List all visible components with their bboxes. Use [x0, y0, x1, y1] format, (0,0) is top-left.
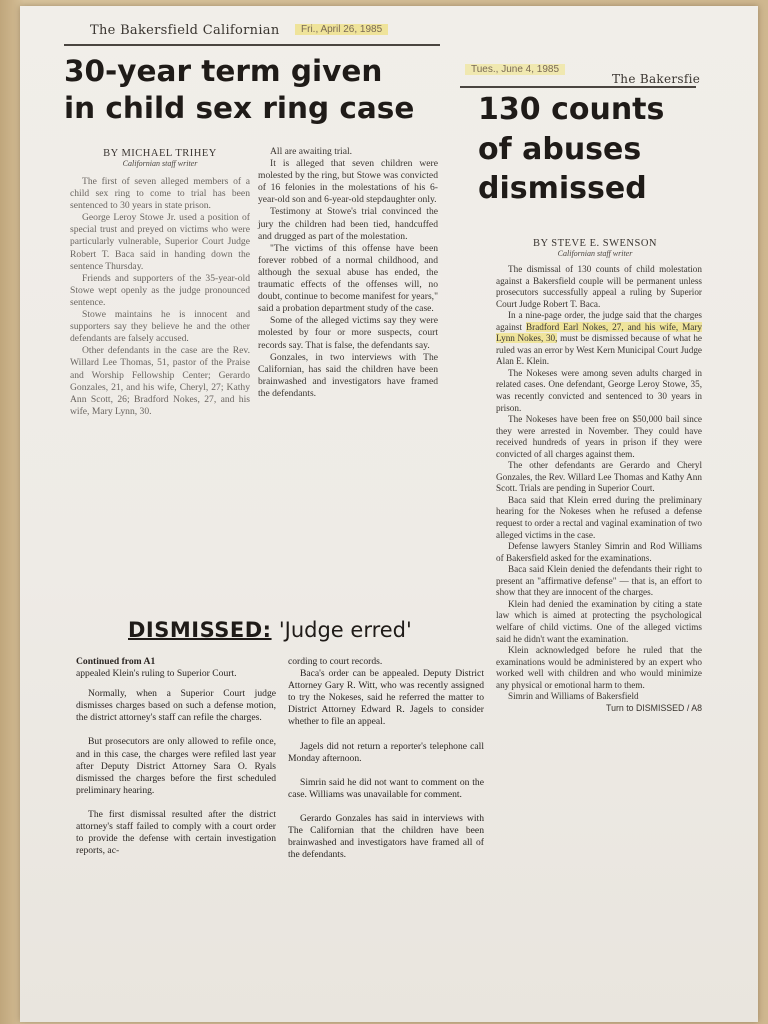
left-headline	[64, 56, 444, 124]
paragraph: Simrin and Williams of Bakersfield	[508, 691, 639, 702]
paragraph: Gerardo Gonzales has said in interviews with The Californian that the children have been brainwashed and investigators have framed all of the defendants.	[288, 812, 484, 861]
left-top-rule	[64, 44, 440, 46]
left-date: Fri., April 26, 1985	[295, 24, 388, 35]
paragraph: George Leroy Stowe Jr. used a position of special trust and preyed on victims who were particularly vulnerable, Superior Court Judge Robert T. Baca said in handing down the sentence Thursday.	[70, 212, 250, 272]
right-headline-line3: dismissed	[478, 171, 647, 206]
right-headline-line2: of abuses	[478, 131, 642, 167]
right-top-rule	[460, 86, 696, 88]
paragraph: Gonzales, in two interviews with The Californian, has said the children have been brainwashed and investigators have framed the defendants.	[258, 351, 438, 399]
paragraph: The first dismissal resulted after the district attorney's staff failed to comply with a court order to provide the defense with certain investigation reports, ac-	[76, 808, 276, 857]
highlighted-names: Bradford Earl Nokes, 27, and his wife, Mary Lynn Nokes, 30,	[496, 321, 703, 344]
text-run: In a nine-page order, the judge said that the charges against	[496, 310, 702, 332]
paragraph: Baca said Klein denied the defendants their right to present an "affirmative defense" — that is, an effort to show that they are innocent of the charges.	[496, 564, 702, 598]
paragraph: The Nokeses were among seven adults charged in related cases. One defendant, George Leroy Stowe, 35, was recently convicted and sentenced to 30 years in prison.	[496, 367, 702, 413]
continued-from: Continued from A1	[76, 656, 156, 667]
paragraph: Stowe maintains he is innocent and supporters say they believe he and the other defendants are falsely accused.	[70, 309, 250, 345]
paragraph: appealed Klein's ruling to Superior Court.	[76, 668, 237, 680]
paragraph: But prosecutors are only allowed to refile once, and in this case, the charges were refiled last year after Deputy District Attorney Sara O. Ryals dismissed the charges before the first scheduled preliminary hearing.	[76, 736, 276, 796]
paragraph: The Nokeses have been free on $50,000 bail since they were arrested in November. They could have received hundreds of years in prison if they were convicted of all charges against them.	[496, 414, 702, 459]
paragraph: The first of seven alleged members of a child sex ring to come to trial has been sentenced to 30 years in state prison.	[70, 176, 250, 212]
paragraph: "The victims of this offense have been forever robbed of a normal childhood, and although the sexual abuse has ended, the traumatic effects of the offenses will, no doubt, continue to become manifest for years," said a probation department study of the case.	[258, 242, 438, 315]
paragraph: Defense lawyers Stanley Simrin and Rod Williams of Bakersfield asked for the examinations.	[496, 541, 702, 563]
newspaper-clipping-sheet	[20, 6, 758, 1022]
paragraph: Normally, when a Superior Court judge dismisses charges based on such a defense motion, the district attorney's staff can refile the charges.	[76, 688, 276, 724]
continuation-col2	[288, 656, 484, 861]
continuation-headline-strong: DISMISSED:	[128, 618, 272, 642]
paragraph: It is alleged that seven children were molested by the ring, but Stowe was convicted of 16 felonies in the molestations of his 6-year-old son and 6-year-old stepdaughter only.	[258, 158, 438, 206]
right-date: Tues., June 4, 1985	[465, 64, 565, 75]
paragraph: The dismissal of 130 counts of child molestation against a Bakersfield couple will be permanent unless prosecutors successfully appeal a ruling by Superior Court Judge Robert T. Baca.	[496, 264, 702, 309]
paragraph: cording to court records.	[288, 656, 383, 667]
right-staff-credit: Californian staff writer	[557, 249, 633, 258]
right-story-column	[496, 264, 702, 714]
paragraph: Some of the alleged victims say they were molested by four or more suspects, court records say. That is false, the defendants say.	[258, 315, 438, 351]
continuation-headline-rest: 'Judge erred'	[278, 618, 412, 642]
right-masthead: The Bakersfie	[612, 72, 701, 86]
paragraph: All are awaiting trial.	[270, 146, 353, 157]
continuation-col1	[76, 656, 276, 857]
right-byline: BY STEVE E. SWENSON	[532, 238, 658, 249]
right-byline-block	[490, 238, 700, 258]
right-headline-line1: 130 counts	[478, 92, 665, 127]
paragraph: The other defendants are Gerardo and Cheryl Gonzales, the Rev. Willard Lee Thomas and Kathy Ann Scott. Trials are pending in Superior Court.	[496, 460, 702, 494]
paragraph: Other defendants in the case are the Rev. Willard Lee Thomas, 51, pastor of the Praise and Worship Fellowship Center; Gerardo Gonzales, 21, and his wife, Cheryl, 27; Kathy Ann Scott, 26; Bradford Nokes, 27, and his wife, Mary Lynn, 30.	[70, 345, 250, 417]
left-staff-credit: Californian staff writer	[122, 159, 198, 168]
paragraph: Jagels did not return a reporter's telephone call Monday afternoon.	[288, 740, 484, 764]
paragraph: Klein acknowledged before he ruled that the examinations would be administered by an expert who worked well with children and who would minimize any physical or emotional harm to them.	[496, 645, 702, 690]
right-headline	[478, 94, 718, 205]
left-masthead: The Bakersfield Californian	[90, 23, 280, 38]
paragraph: Klein had denied the examination by citing a state law which is aimed at protecting the psychological welfare of child victims. One of the alleged victims said he didn't want the examination.	[496, 598, 702, 644]
left-byline: BY MICHAEL TRIHEY	[103, 148, 217, 159]
text-run: must be dismissed because of what he ruled was an error by West Kern Municipal Court Judge Alan E. Klein.	[496, 333, 703, 367]
paragraph: Testimony at Stowe's trial convinced the jury the children had been tied, handcuffed and drugged as part of the molestation.	[258, 206, 438, 242]
paragraph	[496, 310, 702, 368]
left-headline-line2: in child sex ring case	[64, 90, 415, 125]
paragraph: Friends and supporters of the 35-year-old Stowe wept openly as the judge pronounced sentence.	[70, 272, 250, 308]
paragraph: Baca's order can be appealed. Deputy District Attorney Gary R. Witt, who was recently assigned to try the Nokeses, said he referred the matter to District Attorney Edward R. Jagels to consider whether to file an appeal.	[288, 668, 484, 728]
turn-to-line: Turn to DISMISSED / A8	[606, 702, 702, 713]
left-story-col1	[70, 176, 250, 418]
left-headline-line1: 30-year term given	[64, 54, 383, 88]
left-byline-block	[70, 148, 250, 168]
left-story-col2	[258, 146, 438, 400]
continuation-headline	[128, 618, 412, 642]
paragraph: Simrin said he did not want to comment on the case. Williams was unavailable for comment.	[288, 776, 484, 800]
paragraph: Baca said that Klein erred during the preliminary hearing for the Nokeses when he refused a defense request to order a rectal and vaginal examination of two alleged victims in the case.	[496, 494, 702, 540]
